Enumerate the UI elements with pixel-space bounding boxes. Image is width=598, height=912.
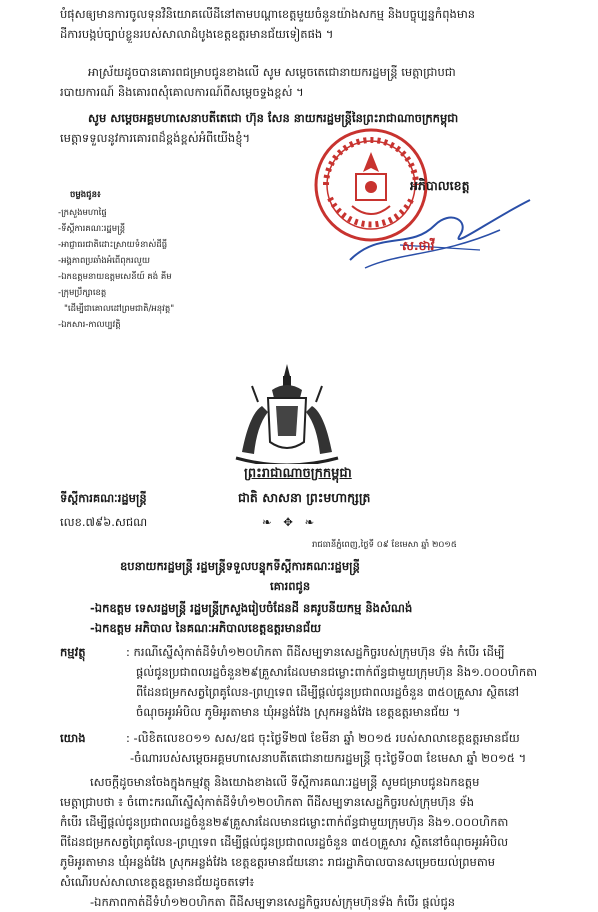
reference-label: យោង [60, 731, 86, 745]
cc-item: -ក្រុមប្រឹក្សាខេត្ត [58, 288, 107, 298]
governor-signature-name: ស.ថាវី [402, 238, 435, 253]
reference-number: លេខ.៧៩៦.សជណ [60, 515, 148, 529]
subject-line: ចំណុចអូរអំបិល ភូមិអូរតាមាន ឃុំអន្លង់វែង ស្រុកអន្លង់វែង ខេត្តឧត្តរមានជ័យ ។ [136, 705, 461, 719]
subject-line: : ករណីស្នើសុំកាត់ដីទំហំ១២០ហិកតា ពីដីសម្បទានសេដ្ឋកិច្ចរបស់ក្រុមហ៊ុន ទ័ង កំបើរ ដើម្បី [126, 645, 505, 659]
cc-item: -អង្គភាពប្រឆាំងអំពើពុករលួយ [58, 256, 150, 266]
body-line: ភូមិអូរតាមាន ឃុំអន្លង់វែង ស្រុកអន្លង់វែង ខេត្តឧត្តរមានជ័យនោះ រាជរដ្ឋាភិបាលបានសម្រេចយល់ព្រមតាម [60, 855, 496, 869]
para1-line1: បំផុសឲ្យមានការចូលទុនវិនិយោគលើដីនៅតាមបណ្តាខេត្តមួយចំនួនយ៉ាងសកម្ម និងបច្ចុប្បន្នកំពុងមាន [60, 7, 476, 21]
cc-item: -ឯកសារ-កាលប្បវត្តិ [58, 320, 121, 330]
letter-date: រាជធានីភ្នំពេញ,ថ្ងៃទី ០៩ ខែមេសា ឆ្នាំ ២០១៥ [312, 540, 457, 550]
para1-line2: ដីការបង្កប់ច្បាប់ខ្លួនរបស់សាលាដំបូងខេត្តឧត្តរមានជ័យទៀតផង ។ [60, 27, 334, 41]
cc-heading: ចម្លងជូន៖ [70, 190, 101, 200]
body-line: មេត្តាជ្រាបថា ៖ ចំពោះករណីស្នើសុំកាត់ដីទំហំ១២០ហិកតា ពីដីសម្បទានសេដ្ឋកិច្ចរបស់ក្រុមហ៊ុន ទ័ង [60, 795, 475, 809]
recipient-item: -ឯកឧត្តម អភិបាល នៃគណៈអភិបាលខេត្តឧត្តរមានជ័យ [90, 621, 322, 635]
body-line: សេចក្តីដូចមានចែងក្នុងកម្មវត្ថុ និងយោងខាងលើ ទីស្តីការគណៈរដ្ឋមន្ត្រី សូមជម្រាបជូនឯកឧត្តម [90, 775, 480, 789]
reference-item: -ចំណារបស់សម្តេចអគ្គមហាសេនាបតីតេជោនាយករដ្ឋមន្ត្រី ចុះថ្ងៃទី០៣ ខែមេសា ឆ្នាំ ២០១៥ ។ [130, 751, 527, 765]
royal-emblem [232, 362, 342, 464]
body-line: ពីដែនជម្រកសត្វព្រៃគូលែន-ព្រហ្មទេព ដើម្បីផ្តល់ជូនប្រជាពលរដ្ឋចំនួន ៣៥០គ្រួសារ ស្ថិតនៅចំណុចអូរអំបិល [60, 835, 509, 849]
body-line: -ឯកភាពកាត់ដីទំហំ១២០ហិកតា ពីដីសម្បទានសេដ្ឋកិច្ចរបស់ក្រុមហ៊ុនទ័ង កំបើរ ផ្តល់ជូន [90, 895, 456, 909]
reference-item: : -លិខិតលេខ០១១ សស/ឧជ ចុះថ្ងៃទី២៧ ខែមីនា ឆ្នាំ ២០១៥ របស់សាលាខេត្តឧត្តរមានជ័យ [126, 731, 520, 745]
cc-item: "ដើម្បីជាគោលដៅព្រមជាតិ/អនុវត្ត" [64, 304, 175, 314]
kingdom-heading: ព្រះរាជាណាចក្រកម្ពុជា [244, 466, 352, 481]
cc-item: -ទីស្តីការគណៈរដ្ឋមន្ត្រី [58, 224, 126, 234]
to-heading: គោរពជូន [270, 579, 311, 593]
cc-item: -ឯកឧត្តមនាយឧត្តមសេនីយ៍ គង់ គីម [58, 272, 172, 282]
subject-line: ផ្តល់ជូនប្រជាពលរដ្ឋចំនួន២៩គ្រួសារដែលមានជម្លោះពាក់ព័ន្ធជាមួយក្រុមហ៊ុន និង១.០០០ហិកតា [136, 665, 538, 679]
motto-ornament: ❧ ✥ ❧ [262, 515, 319, 529]
cc-item: -អាជ្ញាធរជាតិដោះស្រាយទំនាស់ដីធ្លី [58, 240, 168, 250]
recipient-item: -ឯកឧត្តម ទេសរដ្ឋមន្ត្រី រដ្ឋមន្ត្រីក្រសួងរៀបចំដែនដី នគរូបនីយកម្ម និងសំណង់ [90, 601, 413, 615]
para3-line1: សូម សម្តេចអគ្គមហាសេនាបតីតេជោ ហ៊ុន សែន នាយករដ្ឋមន្ត្រីនៃព្រះរាជាណាចក្រកម្ពុជា [88, 111, 459, 125]
national-motto: ជាតិ សាសនា ព្រះមហាក្សត្រ [238, 490, 371, 505]
governor-title: អភិបាលខេត្ត [410, 178, 470, 193]
subject-label: កម្មវត្ថុ [60, 645, 86, 659]
subject-line: ពីដែនជម្រកសត្វព្រៃគូលែន-ព្រហ្មទេព ដើម្បីផ្តល់ជូនប្រជាពលរដ្ឋចំនួន ៣៥០គ្រួសារ ស្ថិតនៅ [136, 685, 519, 699]
body-line: សំណើរបស់សាលាខេត្តឧត្តរមានជ័យដូចតទៅ៖ [60, 875, 255, 889]
para2-line1: អាស្រ័យដូចបានគោរពជម្រាបជូនខាងលើ សូម សម្តេចតេជោនាយករដ្ឋមន្ត្រី មេត្តាជ្រាបជា [88, 65, 456, 79]
para2-line2: របាយការណ៍ និងគោរពសុំគោលការណ៍ពីសម្តេចទ្ទងខ្ពស់ ។ [60, 85, 304, 99]
office-name: ទីស្តីការគណៈរដ្ឋមន្ត្រី [60, 491, 147, 505]
body-line: កំបើរ ដើម្បីផ្តល់ជូនប្រជាពលរដ្ឋចំនួន២៩គ្រួសារដែលមានជម្លោះពាក់ព័ន្ធជាមួយក្រុមហ៊ុន និង១.០០០ហិកតា [60, 815, 509, 829]
governor-signature-stroke [340, 190, 540, 280]
para3-line2: មេត្តាទទួលនូវការគោរពដ៏ខ្ពង់ខ្ពស់អំពីយើងខ្ញុំ។ [60, 131, 251, 145]
cc-item: -ក្រសួងមហាផ្ទៃ [58, 208, 107, 218]
letter-sender: ឧបនាយករដ្ឋមន្ត្រី រដ្ឋមន្ត្រីទទួលបន្ទុកទីស្តីការគណៈរដ្ឋមន្ត្រី [120, 559, 360, 573]
